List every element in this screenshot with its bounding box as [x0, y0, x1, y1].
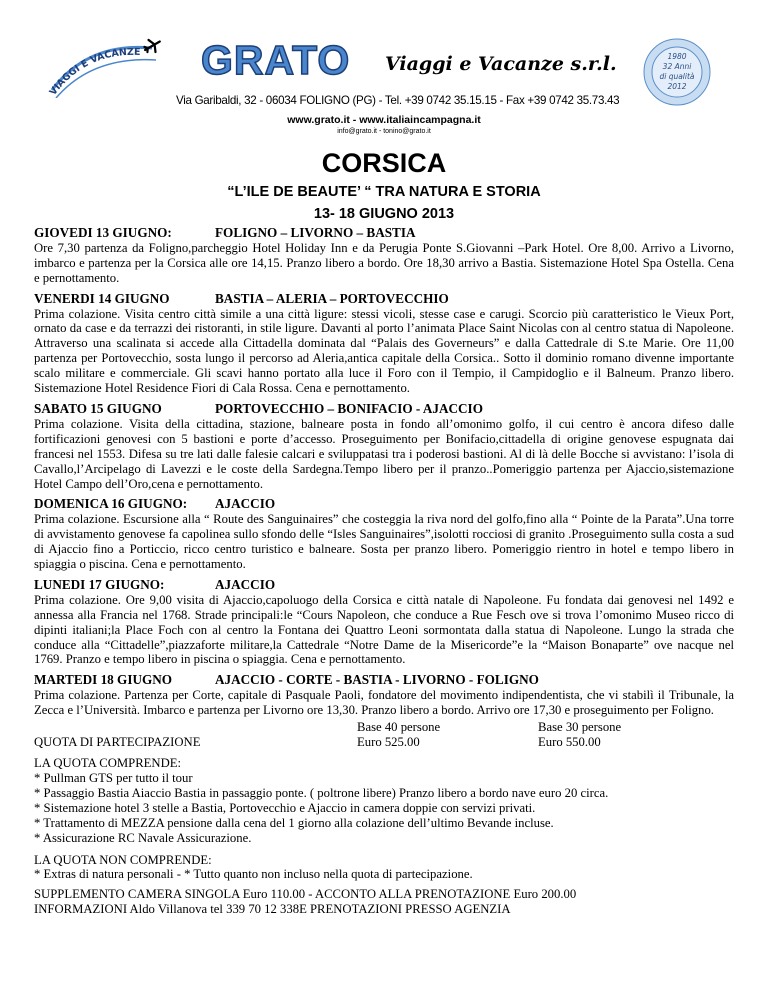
- seal-line-4: 2012: [667, 82, 687, 91]
- airplane-icon: [142, 38, 164, 56]
- footer-info: INFORMAZIONI Aldo Villanova tel 339 70 12 338E PRENOTAZIONI PRESSO AGENZIA: [34, 902, 511, 917]
- day-date: SABATO 15 GIUGNO: [34, 400, 162, 416]
- day-description: Prima colazione. Escursione alla “ Route des Sanguinaires” che costeggia la riva nord del golfo,fino alla “ Pointe de la Parata”.Una torre di avvistamento genovese fa capolinea sullo sfondo delle “Isles Sanguinaires”,isolotti rocciosi di granito .Proseguimento sulla costa a sud di Ajaccio fino a Porticcio, ricco centro turistico e balneare. Sosta per pranzo libero. Pomeriggio rientro in hotel e tempo libero in spiaggia o piscina. Cena e pernottamento.: [34, 512, 734, 572]
- day-description: Prima colazione. Visita della cittadina, stazione, balneare posta in fondo all’omonimo golfo, il cui centro è ancora difeso dalle fortificazioni genovesi con 5 bastioni e porte d’accesso. Proseguimento per Bonifacio,cittadella di origine genovese espugnata dai francesi nel 1553. Difesa su tre lati dalle falesie calcari e sviluppatasi tra i poderosi bastioni. Al di là delle Bocche si avvistano: l’isola di Cavallo,l’Arcipelago di Lavezzi e le coste della Sardegna.Tempo libero per il pranzo..Pomeriggio partenza per Ajaccio,sistemazione Hotel Campo dell’Oro,cena e pernottamento.: [34, 416, 734, 491]
- price-base: Base 40 persone: [357, 720, 441, 735]
- day-date: VENERDI 14 GIUGNO: [34, 290, 170, 306]
- day-route: FOLIGNO – LIVORNO – BASTIA: [215, 225, 416, 240]
- day-description: Prima colazione. Partenza per Corte, capitale di Pasquale Paoli, fondatore del movimento indipendentista, che vi stabilì il Tribunale, la Zecca e l’Università. Imbarco e partenza per Livorno ore 13,30. Pranzo libero a bordo. Arrivo ore 17,30 e proseguimento per Foligno.: [34, 688, 734, 718]
- footer: [34, 887, 734, 917]
- list-item: * Sistemazione hotel 3 stelle a Bastia, Portovecchio e Ajaccio in camera doppie con servizi privati.: [34, 800, 536, 815]
- brand-name: GRATO: [201, 37, 351, 83]
- excludes-list: [34, 867, 734, 882]
- list-item: * Pullman GTS per tutto il tour: [34, 771, 193, 785]
- day-date: LUNEDI 17 GIUGNO:: [34, 576, 165, 592]
- svg-text:VIAGGI E VACANZE: [48, 47, 141, 98]
- price-option: [357, 720, 440, 750]
- price-label: QUOTA DI PARTECIPAZIONE: [34, 735, 201, 750]
- day-route: AJACCIO: [215, 496, 276, 512]
- tour-dates: 13- 18 GIUGNO 2013: [313, 206, 455, 222]
- footer-supplement: SUPPLEMENTO CAMERA SINGOLA Euro 110.00 - ACCONTO ALLA PRENOTAZIONE Euro 200.00: [34, 887, 577, 902]
- company-websites[interactable]: www.grato.it - www.italiaincampagna.it: [287, 114, 481, 126]
- seal-line-1: 1980: [667, 52, 687, 61]
- company-emails[interactable]: info@grato.it - tonino@grato.it: [337, 128, 431, 135]
- day-route: AJACCIO: [215, 576, 276, 592]
- seal-line-3: di qualità: [659, 72, 695, 81]
- day-date: DOMENICA 16 GIUGNO:: [34, 496, 188, 512]
- includes-title: LA QUOTA COMPRENDE:: [34, 756, 182, 771]
- day-heading: [34, 226, 734, 241]
- day-description: Prima colazione. Visita centro città simile a una città ligure: stessi vicoli, stesse case e carugi. Scorcio più caratteristico le Vieux Port, ornato da case e da terrazzi dei ristoranti, in stile ligure. Davanti al porto l’animata Place Saint Nicolas con al centro statua di Napoleone. Attraverso una scalinata si accede alla Cittadella dominata dal “Palais des Governeurs” e dalla Cattedrale di S.te Marie. Ore 11,00 partenza per Portovecchio, sosta lungo il percorso ad Aleria,antica capitale della Corsica.. Sotto il dominio romano divenne importante scalo militare e commerciale. Gli scavi hanno portato alla luce il Foro con il Tempio, il Campidoglio e il Balneum. Pranzo libero. Sistemazione Hotel Residence Fiori di Cala Rossa. Cena e pernottamento.: [34, 306, 734, 396]
- day-description: Prima colazione. Ore 9,00 visita di Ajaccio,capoluogo della Corsica e città natale di Napoleone. Fu fondata dai genovesi nel 1492 e annessa alla Francia nel 1768. Strade principali:le “Cours Napoleon, che conduce a Rue Fesch ove si trova l’omonimo Museo ricco di dipinti italiani;la Place Foch con al centro la Fontana dei Quattro Leoni sormontata dalla statua di Napoleone. Lungo la strada che conduce alla “Cittadelle”,piazzaforte militare,la Cattedrale “Notre Dame de la Misericorde”e la “Maison Bonaparte” ove nacque nel 1769. Pranzo e tempo libero in piscina o spiaggia. Cena e pernottamento.: [34, 592, 734, 667]
- seal-line-2: 32 Anni: [662, 62, 692, 71]
- list-item: * Assicurazione RC Navale Assicurazione.: [34, 830, 252, 845]
- day-route: BASTIA – ALERIA – PORTOVECCHIO: [215, 290, 449, 306]
- company-logo-ring: [48, 38, 168, 98]
- day-heading: [34, 578, 734, 593]
- list-item: * Extras di natura personali - * Tutto quanto non incluso nella quota di partecipazione.: [34, 867, 473, 882]
- day-heading: [34, 673, 734, 688]
- day-route: AJACCIO - CORTE - BASTIA - LIVORNO - FOLIGNO: [215, 672, 539, 688]
- day-date: GIOVEDI 13 GIUGNO:: [34, 225, 172, 240]
- day-heading: [34, 292, 734, 307]
- day-description: Ore 7,30 partenza da Foligno,parcheggio Hotel Holiday Inn e da Perugia Ponte S.Giovanni –Park Hotel. Ore 8,00. Arrivo a Livorno, imbarco e partenza per la Corsica alle ore 14,15. Pranzo libero a bordo. Ore 18,30 arrivo a Bastia. Sistemazione Hotel Spa Ostella. Cena e pernottamento.: [34, 240, 734, 285]
- price-amount: Euro 525.00: [357, 735, 420, 749]
- list-item: * Trattamento di MEZZA pensione dalla cena del 1 giorno alla colazione dell’ultimo Bevande incluse.: [34, 815, 554, 830]
- logo-ring-text: VIAGGI E VACANZE: [48, 46, 141, 98]
- includes-list: [34, 771, 734, 846]
- price-amount: Euro 550.00: [538, 735, 601, 749]
- day-route: PORTOVECCHIO – BONIFACIO - AJACCIO: [215, 400, 483, 416]
- price-base: Base 30 persone: [538, 720, 622, 735]
- itinerary: [34, 226, 734, 917]
- brand-tagline: Viaggi e Vacanze s.r.l.: [385, 53, 617, 75]
- anniversary-seal-icon: [641, 36, 713, 108]
- day-heading: [34, 402, 734, 417]
- day-date: MARTEDI 18 GIUGNO: [34, 672, 173, 688]
- price-option: [538, 720, 621, 750]
- day-heading: [34, 497, 734, 512]
- page-title: CORSICA: [321, 148, 447, 178]
- company-address: Via Garibaldi, 32 - 06034 FOLIGNO (PG) - Tel. +39 0742 35.15.15 - Fax +39 0742 35.73.43: [176, 94, 620, 107]
- list-item: * Passaggio Bastia Aiaccio Bastia in passaggio ponte. ( poltrone libere) Pranzo libero a bordo nave euro 20 circa.: [34, 785, 609, 800]
- price-table: [34, 720, 734, 750]
- page-subtitle: “L’ILE DE BEAUTE’ “ TRA NATURA E STORIA: [227, 184, 541, 200]
- excludes-title: LA QUOTA NON COMPRENDE:: [34, 852, 212, 867]
